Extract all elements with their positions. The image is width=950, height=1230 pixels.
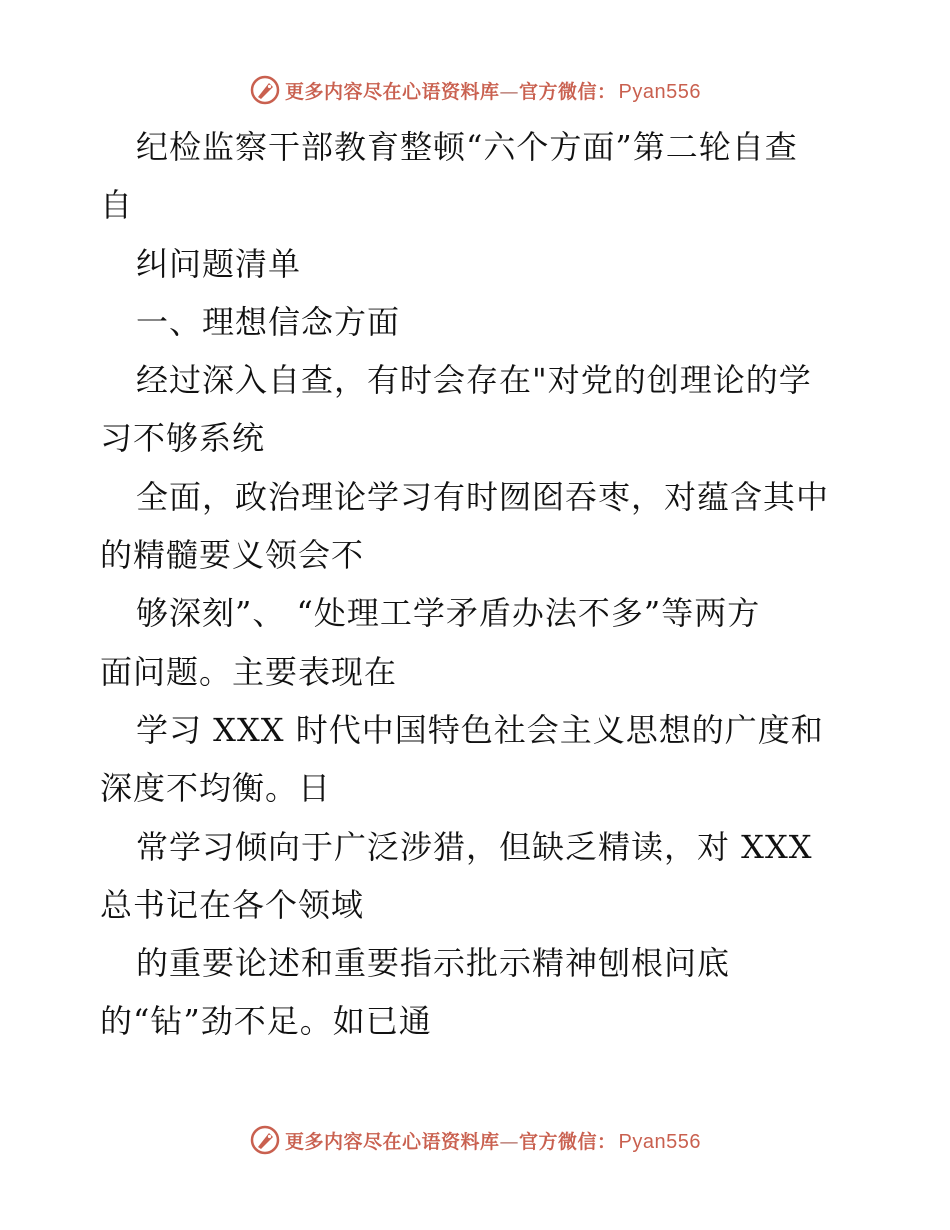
wechat-id: Pyan556 xyxy=(618,1130,701,1153)
paragraph-line: 的精髓要义领会不 xyxy=(100,536,365,575)
header-watermark xyxy=(0,70,950,110)
footer-watermark xyxy=(0,1120,950,1160)
watermark-text: 更多内容尽在心语资料库—官方微信： Pyan556 xyxy=(285,80,701,103)
pen-nib-logo-icon xyxy=(249,74,281,106)
paragraph-line: 学习 XXX 时代中国特色社会主义思想的广度和 xyxy=(136,710,824,749)
paragraph-line: 面问题。主要表现在 xyxy=(100,652,398,691)
paragraph-line: 习不够系统 xyxy=(100,419,266,458)
paragraph-line: 的重要论述和重要指示批示精神刨根问底 xyxy=(136,944,731,983)
paragraph-line: 总书记在各个领域 xyxy=(100,885,365,924)
document-body xyxy=(100,118,860,1051)
wechat-id: Pyan556 xyxy=(618,80,701,103)
pen-nib-logo-icon xyxy=(249,1124,281,1156)
paragraph-line: 常学习倾向于广泛涉猎，但缺乏精读，对 XXX xyxy=(136,827,813,866)
paragraph-line: 深度不均衡。日 xyxy=(100,769,332,808)
paragraph-line: 够深刻”、 “处理工学矛盾办法不多”等两方 xyxy=(136,594,761,633)
doc-title-line-1: 纪检监察干部教育整顿“六个方面”第二轮自查 xyxy=(136,128,798,166)
paragraph-line: 全面，政治理论学习有时囫囵吞枣，对蕴含其中 xyxy=(136,477,830,516)
doc-title-line-3: 纠问题清单 xyxy=(136,244,302,283)
paragraph-line: 的“钻”劲不足。如已通 xyxy=(100,1002,432,1041)
paragraph-line: 经过深入自查，有时会存在"对党的创理论的学 xyxy=(136,361,812,400)
section-heading: 一、理想信念方面 xyxy=(136,302,401,341)
doc-title-line-2: 自 xyxy=(100,186,134,225)
watermark-text: 更多内容尽在心语资料库—官方微信： Pyan556 xyxy=(285,1130,701,1153)
